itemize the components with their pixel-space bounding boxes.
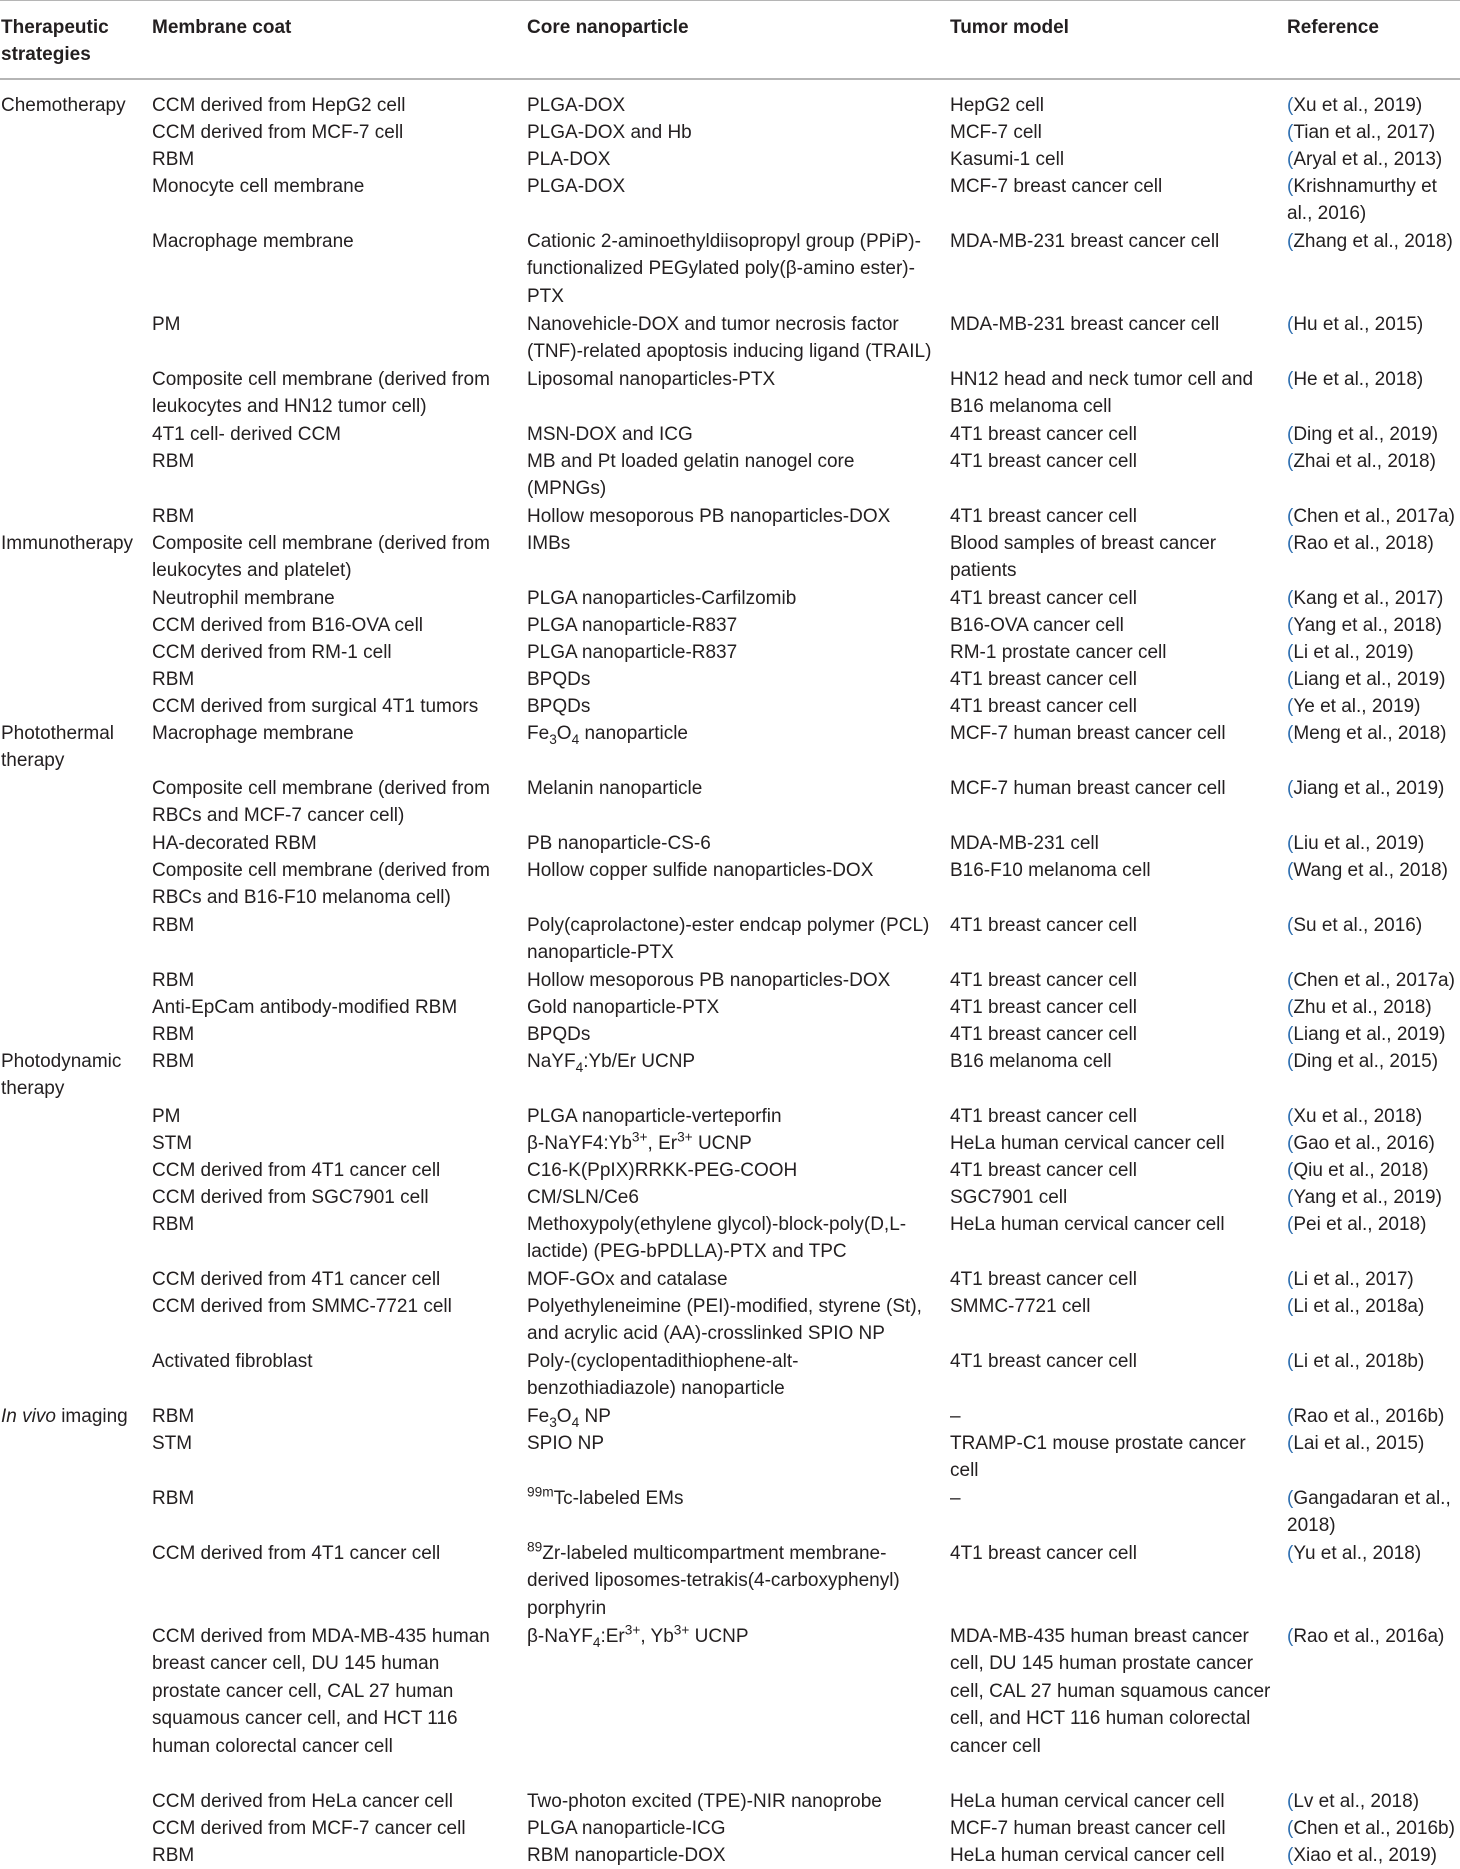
ref-open-paren: ( bbox=[1287, 1269, 1294, 1290]
ref-close-paren: ) bbox=[1417, 1351, 1425, 1372]
reference-link[interactable]: Rao et al., 2016a bbox=[1293, 1626, 1439, 1647]
ref-open-paren: ( bbox=[1287, 369, 1294, 390]
table-cell-membrane: RBM bbox=[152, 1214, 195, 1235]
table-cell-ref bbox=[1287, 912, 1459, 939]
reference-link[interactable]: Tian et al., 2017 bbox=[1293, 122, 1429, 143]
ref-close-paren: ) bbox=[1429, 451, 1436, 472]
table-cell-tumor: 4T1 breast cancer cell bbox=[950, 1106, 1137, 1127]
table-cell-ref bbox=[1287, 1048, 1459, 1075]
table-cell-tumor: MDA-MB-231 breast cancer cell bbox=[950, 231, 1220, 252]
table-cell-ref bbox=[1287, 720, 1459, 747]
reference-link[interactable]: Aryal et al., 2013 bbox=[1293, 149, 1436, 170]
ref-open-paren: ( bbox=[1287, 1160, 1294, 1181]
reference-link[interactable]: Lai et al., 2015 bbox=[1293, 1433, 1418, 1454]
table-cell-tumor: 4T1 breast cancer cell bbox=[950, 696, 1137, 717]
table-top-rule bbox=[0, 0, 1460, 1]
ref-open-paren: ( bbox=[1287, 122, 1294, 143]
table-cell-tumor: MCF-7 human breast cancer cell bbox=[950, 723, 1226, 744]
table-cell-membrane: Neutrophil membrane bbox=[152, 588, 335, 609]
reference-link[interactable]: Liu et al., 2019 bbox=[1293, 833, 1418, 854]
ref-close-paren: ) bbox=[1439, 1024, 1446, 1045]
table-cell-membrane: RBM bbox=[152, 1845, 195, 1866]
ref-close-paren: ) bbox=[1417, 833, 1425, 854]
ref-open-paren: ( bbox=[1287, 1818, 1294, 1839]
ref-open-paren: ( bbox=[1287, 615, 1294, 636]
ref-close-paren: ) bbox=[1428, 122, 1436, 143]
ref-close-paren: ) bbox=[1414, 1543, 1422, 1564]
ref-close-paren: ) bbox=[1359, 203, 1367, 225]
table-cell-membrane: CCM derived from B16-OVA cell bbox=[152, 615, 424, 636]
ref-close-paren: ) bbox=[1430, 1845, 1437, 1866]
table-cell-membrane: CCM derived from SGC7901 cell bbox=[152, 1187, 429, 1208]
table-cell-ref bbox=[1287, 1021, 1459, 1048]
reference-link[interactable]: Jiang et al., 2019 bbox=[1293, 778, 1439, 799]
ref-close-paren: ) bbox=[1427, 533, 1434, 554]
table-cell-ref bbox=[1287, 1348, 1459, 1375]
table-cell-core: Methoxypoly(ethylene glycol)-block-poly(D,L-lactide) (PEG-bPDLLA)-PTX and TPC bbox=[527, 1214, 907, 1263]
table-cell-core: Hollow mesoporous PB nanoparticles-DOX bbox=[527, 506, 891, 527]
table-cell-tumor: 4T1 breast cancer cell bbox=[950, 915, 1137, 936]
ref-open-paren: ( bbox=[1287, 1106, 1294, 1127]
table-cell-ref bbox=[1287, 1430, 1459, 1457]
table-cell-membrane: RBM bbox=[152, 669, 195, 690]
ref-close-paren: ) bbox=[1438, 1406, 1445, 1427]
ref-open-paren: ( bbox=[1287, 1214, 1294, 1235]
reference-link[interactable]: Pei et al., 2018 bbox=[1293, 1214, 1421, 1235]
table-cell-core: $Fe_3O_4$ NP bbox=[527, 1406, 611, 1430]
reference-link[interactable]: Chen et al., 2017a bbox=[1293, 506, 1449, 527]
ref-close-paren: ) bbox=[1435, 615, 1442, 636]
table-cell-core: $Fe_3O_4$ nanoparticle bbox=[527, 723, 688, 747]
table-cell-core: PLGA nanoparticle-verteporfin bbox=[527, 1106, 782, 1127]
ref-close-paren: ) bbox=[1422, 1160, 1429, 1181]
table-cell-tumor: 4T1 breast cancer cell bbox=[950, 1543, 1137, 1564]
table-cell-tumor: 4T1 breast cancer cell bbox=[950, 1024, 1137, 1045]
reference-link[interactable]: He et al., 2018 bbox=[1293, 369, 1417, 390]
header-membrane-coat: Membrane coat bbox=[152, 17, 292, 38]
table-cell-core: Nanovehicle-DOX and tumor necrosis factor (TNF)-related apoptosis inducing ligand (TRAIL) bbox=[527, 314, 932, 363]
header-therapeutic-strategies: Therapeutic strategies bbox=[1, 17, 109, 65]
ref-close-paren: ) bbox=[1416, 369, 1424, 390]
table-cell-membrane: RBM bbox=[152, 1051, 195, 1072]
reference-link[interactable]: Li et al., 2018b bbox=[1293, 1351, 1418, 1372]
table-cell-ref bbox=[1287, 421, 1459, 448]
table-cell-core: PLA-DOX bbox=[527, 149, 611, 170]
table-cell-ref bbox=[1287, 1540, 1459, 1567]
ref-open-paren: ( bbox=[1287, 314, 1294, 335]
ref-open-paren: ( bbox=[1287, 506, 1294, 527]
reference-link[interactable]: Zhang et al., 2018 bbox=[1293, 231, 1447, 252]
table-cell-core: PLGA nanoparticle-ICG bbox=[527, 1818, 726, 1839]
table-cell-ref bbox=[1287, 1211, 1459, 1238]
ref-open-paren: ( bbox=[1287, 231, 1294, 252]
reference-link[interactable]: Gangadaran et al., 2018 bbox=[1287, 1488, 1451, 1537]
ref-close-paren: ) bbox=[1441, 860, 1448, 881]
table-cell-core: C16-K(PpIX)RRKK-PEG-COOH bbox=[527, 1160, 798, 1181]
table-cell-membrane: Composite cell membrane (derived from leukocytes and HN12 tumor cell) bbox=[152, 369, 490, 418]
ref-close-paren: ) bbox=[1415, 1106, 1423, 1127]
reference-link[interactable]: Gao et al., 2016 bbox=[1293, 1133, 1429, 1154]
ref-close-paren: ) bbox=[1435, 149, 1443, 170]
table-cell-ref bbox=[1287, 585, 1459, 612]
table-cell-core: $\beta-NaYF_4:Er^{3+}$, $Yb^{3+}$ UCNP bbox=[527, 1622, 749, 1650]
table-cell-membrane: Anti-EpCam antibody-modified RBM bbox=[152, 997, 458, 1018]
table-cell-membrane: Composite cell membrane (derived from RBCs and B16-F10 melanoma cell) bbox=[152, 860, 490, 909]
reference-link[interactable]: Li et al., 2017 bbox=[1293, 1269, 1408, 1290]
table-cell-tumor: Kasumi-1 cell bbox=[950, 149, 1065, 170]
ref-open-paren: ( bbox=[1287, 424, 1294, 445]
table-cell-strategy: Photothermal therapy bbox=[1, 723, 115, 772]
ref-close-paren: ) bbox=[1448, 506, 1455, 527]
table-cell-membrane: Composite cell membrane (derived from RBCs and MCF-7 cancer cell) bbox=[152, 778, 490, 827]
table-cell-tumor: MCF-7 cell bbox=[950, 122, 1042, 143]
ref-close-paren: ) bbox=[1412, 1791, 1420, 1812]
table-cell-membrane: Activated fibroblast bbox=[152, 1351, 313, 1372]
ref-close-paren: ) bbox=[1446, 231, 1453, 252]
table-cell-membrane: PM bbox=[152, 1106, 181, 1127]
ref-open-paren: ( bbox=[1287, 833, 1294, 854]
table-cell-membrane: RBM bbox=[152, 915, 195, 936]
reference-link[interactable]: Zhai et al., 2018 bbox=[1293, 451, 1430, 472]
table-cell-membrane: RBM bbox=[152, 1406, 195, 1427]
table-cell-tumor: TRAMP-C1 mouse prostate cancer cell bbox=[950, 1433, 1246, 1482]
table-cell-core: $^{89}$Zr-labeled multicompartment membrane-derived liposomes-tetrakis(4-carboxyphenyl) porphyrin bbox=[527, 1539, 900, 1619]
table-cell-membrane: CCM derived from MDA-MB-435 human breast cancer cell, DU 145 human prostate cancer cell, CAL 27 human squamous cancer cell, and HCT 116 human colorectal cancer cell bbox=[152, 1626, 490, 1757]
ref-close-paren: ) bbox=[1431, 424, 1439, 445]
table-cell-core: CM/SLN/Ce6 bbox=[527, 1187, 639, 1208]
ref-open-paren: ( bbox=[1287, 1488, 1294, 1509]
reference-link[interactable]: Qiu et al., 2018 bbox=[1293, 1160, 1423, 1181]
header-bottom-rule bbox=[0, 78, 1460, 80]
reference-link[interactable]: Yu et al., 2018 bbox=[1293, 1543, 1415, 1564]
ref-close-paren: ) bbox=[1440, 723, 1447, 744]
table-cell-membrane: CCM derived from 4T1 cancer cell bbox=[152, 1269, 441, 1290]
table-cell-membrane: CCM derived from HepG2 cell bbox=[152, 95, 406, 116]
table-cell-tumor: 4T1 breast cancer cell bbox=[950, 424, 1137, 445]
table-cell-tumor: – bbox=[950, 1406, 961, 1427]
ref-open-paren: ( bbox=[1287, 1051, 1294, 1072]
ref-close-paren: ) bbox=[1407, 1269, 1414, 1290]
table-cell-tumor: MCF-7 breast cancer cell bbox=[950, 176, 1163, 197]
table-cell-core: BPQDs bbox=[527, 1024, 591, 1045]
table-cell-tumor: 4T1 breast cancer cell bbox=[950, 1351, 1137, 1372]
table-cell-core: $\beta-NaYF4:Yb^{3+}$, $Er^{3+}$ UCNP bbox=[527, 1129, 752, 1154]
ref-open-paren: ( bbox=[1287, 1845, 1294, 1866]
ref-close-paren: ) bbox=[1407, 642, 1414, 663]
table-cell-core: Hollow mesoporous PB nanoparticles-DOX bbox=[527, 970, 891, 991]
table-cell-tumor: HeLa human cervical cancer cell bbox=[950, 1791, 1225, 1812]
table-cell-ref bbox=[1287, 1623, 1459, 1650]
table-cell-core: MSN-DOX and ICG bbox=[527, 424, 693, 445]
ref-open-paren: ( bbox=[1287, 669, 1294, 690]
table-cell-ref bbox=[1287, 857, 1459, 884]
reference-link[interactable]: Wang et al., 2018 bbox=[1293, 860, 1442, 881]
table-cell-ref bbox=[1287, 693, 1459, 720]
table-cell-tumor: 4T1 breast cancer cell bbox=[950, 669, 1137, 690]
ref-close-paren: ) bbox=[1435, 1187, 1442, 1208]
table-cell-membrane: RBM bbox=[152, 506, 195, 527]
ref-close-paren: ) bbox=[1329, 1515, 1336, 1537]
table-cell-ref bbox=[1287, 1788, 1459, 1815]
table-cell-ref bbox=[1287, 173, 1459, 228]
ref-open-paren: ( bbox=[1287, 642, 1294, 663]
ref-open-paren: ( bbox=[1287, 1133, 1294, 1154]
table-cell-tumor: SMMC-7721 cell bbox=[950, 1296, 1091, 1317]
table-cell-core: Liposomal nanoparticles-PTX bbox=[527, 369, 776, 390]
table-cell-membrane: CCM derived from HeLa cancer cell bbox=[152, 1791, 453, 1812]
reference-link[interactable]: Chen et al., 2016b bbox=[1293, 1818, 1449, 1839]
table-cell-tumor: B16-F10 melanoma cell bbox=[950, 860, 1151, 881]
table-cell-core: $^{99m}$Tc-labeled EMs bbox=[527, 1484, 684, 1509]
table-cell-tumor: 4T1 breast cancer cell bbox=[950, 451, 1137, 472]
table-cell-membrane: RBM bbox=[152, 149, 195, 170]
ref-open-paren: ( bbox=[1287, 1351, 1294, 1372]
reference-link[interactable]: Kang et al., 2017 bbox=[1293, 588, 1437, 609]
header-tumor-model: Tumor model bbox=[950, 17, 1069, 38]
table-cell-ref bbox=[1287, 228, 1459, 255]
table-cell-ref bbox=[1287, 1184, 1459, 1211]
table-cell-membrane: STM bbox=[152, 1433, 193, 1454]
ref-open-paren: ( bbox=[1287, 1433, 1294, 1454]
table-cell-ref bbox=[1287, 666, 1459, 693]
ref-open-paren: ( bbox=[1287, 1296, 1294, 1317]
table-cell-tumor: 4T1 breast cancer cell bbox=[950, 506, 1137, 527]
reference-link[interactable]: Liang et al., 2019 bbox=[1293, 1024, 1440, 1045]
reference-link[interactable]: Rao et al., 2016b bbox=[1293, 1406, 1439, 1427]
table-cell-membrane: CCM derived from surgical 4T1 tumors bbox=[152, 696, 479, 717]
ref-close-paren: ) bbox=[1438, 1626, 1445, 1647]
table-cell-core: PLGA nanoparticle-R837 bbox=[527, 642, 738, 663]
table-cell-membrane: CCM derived from MCF-7 cancer cell bbox=[152, 1818, 466, 1839]
table-cell-membrane: 4T1 cell- derived CCM bbox=[152, 424, 341, 445]
table-cell-strategy: Chemotherapy bbox=[1, 95, 126, 116]
header-reference: Reference bbox=[1287, 17, 1379, 38]
table-cell-tumor: MDA-MB-231 breast cancer cell bbox=[950, 314, 1220, 335]
reference-link[interactable]: Li et al., 2019 bbox=[1293, 642, 1408, 663]
table-cell-ref bbox=[1287, 1157, 1459, 1184]
ref-open-paren: ( bbox=[1287, 451, 1294, 472]
table-cell-ref bbox=[1287, 530, 1459, 557]
reference-link[interactable]: Lv et al., 2018 bbox=[1293, 1791, 1413, 1812]
table-cell-ref bbox=[1287, 1842, 1459, 1869]
reference-link[interactable]: Yang et al., 2018 bbox=[1293, 615, 1436, 636]
reference-link[interactable]: Krishnamurthy et al., 2016 bbox=[1287, 176, 1437, 225]
table-cell-ref bbox=[1287, 612, 1459, 639]
reference-link[interactable]: Chen et al., 2017a bbox=[1293, 970, 1449, 991]
table-cell-ref bbox=[1287, 967, 1459, 994]
ref-close-paren: ) bbox=[1420, 1214, 1427, 1235]
table-cell-core: Poly-(cyclopentadithiophene-alt-benzothiadiazole) nanoparticle bbox=[527, 1351, 799, 1400]
table-cell-tumor: 4T1 breast cancer cell bbox=[950, 588, 1137, 609]
table-cell-ref bbox=[1287, 503, 1459, 530]
table-cell-tumor: MDA-MB-435 human breast cancer cell, DU 145 human prostate cancer cell, CAL 27 human squamous cancer cell, and HCT 116 human colorectal cancer cell bbox=[950, 1626, 1271, 1757]
table-cell-core: PLGA nanoparticle-R837 bbox=[527, 615, 738, 636]
ref-open-paren: ( bbox=[1287, 723, 1294, 744]
table-cell-membrane: CCM derived from SMMC-7721 cell bbox=[152, 1296, 452, 1317]
ref-open-paren: ( bbox=[1287, 1791, 1294, 1812]
table-cell-core: Gold nanoparticle-PTX bbox=[527, 997, 720, 1018]
ref-open-paren: ( bbox=[1287, 95, 1294, 116]
table-cell-ref bbox=[1287, 366, 1459, 393]
ref-open-paren: ( bbox=[1287, 915, 1294, 936]
table-cell-membrane: RBM bbox=[152, 1488, 195, 1509]
reference-link[interactable]: Xu et al., 2018 bbox=[1293, 1106, 1416, 1127]
table-cell-core: PB nanoparticle-CS-6 bbox=[527, 833, 711, 854]
table-cell-tumor: Blood samples of breast cancer patients bbox=[950, 533, 1217, 582]
table-cell-ref bbox=[1287, 1403, 1459, 1430]
ref-open-paren: ( bbox=[1287, 533, 1294, 554]
table-cell-ref bbox=[1287, 1266, 1459, 1293]
table-cell-membrane: RBM bbox=[152, 451, 195, 472]
table-cell-tumor: MDA-MB-231 cell bbox=[950, 833, 1099, 854]
reference-link[interactable]: Ding et al., 2015 bbox=[1293, 1051, 1432, 1072]
table-cell-membrane: RBM bbox=[152, 1024, 195, 1045]
ref-open-paren: ( bbox=[1287, 149, 1294, 170]
table-cell-tumor: B16-OVA cancer cell bbox=[950, 615, 1124, 636]
reference-link[interactable]: Yang et al., 2019 bbox=[1293, 1187, 1436, 1208]
ref-close-paren: ) bbox=[1416, 314, 1424, 335]
ref-open-paren: ( bbox=[1287, 696, 1294, 717]
ref-close-paren: ) bbox=[1431, 1051, 1439, 1072]
table-cell-tumor: 4T1 breast cancer cell bbox=[950, 997, 1137, 1018]
table-cell-core: MOF-GOx and catalase bbox=[527, 1269, 728, 1290]
reference-link[interactable]: Xu et al., 2019 bbox=[1293, 95, 1416, 116]
table-cell-tumor: – bbox=[950, 1488, 961, 1509]
reference-link[interactable]: Zhu et al., 2018 bbox=[1293, 997, 1426, 1018]
ref-close-paren: ) bbox=[1415, 95, 1423, 116]
table-cell-membrane: STM bbox=[152, 1133, 193, 1154]
table-cell-core: Poly(caprolactone)-ester endcap polymer (PCL) nanoparticle-PTX bbox=[527, 915, 930, 964]
ref-open-paren: ( bbox=[1287, 588, 1294, 609]
table-cell-ref bbox=[1287, 119, 1459, 146]
table-cell-tumor: HepG2 cell bbox=[950, 95, 1044, 116]
table-cell-membrane: CCM derived from 4T1 cancer cell bbox=[152, 1543, 441, 1564]
table-cell-core: RBM nanoparticle-DOX bbox=[527, 1845, 726, 1866]
table-cell-tumor: HeLa human cervical cancer cell bbox=[950, 1845, 1225, 1866]
table-cell-core: IMBs bbox=[527, 533, 571, 554]
table-cell-ref bbox=[1287, 92, 1459, 119]
table-cell-ref bbox=[1287, 830, 1459, 857]
ref-open-paren: ( bbox=[1287, 860, 1294, 881]
ref-close-paren: ) bbox=[1437, 588, 1444, 609]
table-cell-membrane: Composite cell membrane (derived from leukocytes and platelet) bbox=[152, 533, 490, 582]
table-cell-ref bbox=[1287, 146, 1459, 173]
table-cell-ref bbox=[1287, 775, 1459, 802]
table-cell-ref bbox=[1287, 1485, 1459, 1540]
ref-close-paren: ) bbox=[1428, 1133, 1435, 1154]
ref-open-paren: ( bbox=[1287, 1024, 1294, 1045]
reference-link[interactable]: Li et al., 2018a bbox=[1293, 1296, 1418, 1317]
reference-link[interactable]: Xiao et al., 2019 bbox=[1293, 1845, 1431, 1866]
table-cell-ref bbox=[1287, 1293, 1459, 1320]
ref-close-paren: ) bbox=[1415, 915, 1423, 936]
table-cell-ref bbox=[1287, 448, 1459, 475]
table-cell-ref bbox=[1287, 1103, 1459, 1130]
ref-open-paren: ( bbox=[1287, 1406, 1294, 1427]
table-cell-tumor: RM-1 prostate cancer cell bbox=[950, 642, 1167, 663]
table-cell-core: BPQDs bbox=[527, 669, 591, 690]
reference-link[interactable]: Liang et al., 2019 bbox=[1293, 669, 1440, 690]
reference-link[interactable]: Su et al., 2016 bbox=[1293, 915, 1416, 936]
table-cell-tumor: SGC7901 cell bbox=[950, 1187, 1068, 1208]
table-cell-core: PLGA-DOX and Hb bbox=[527, 122, 692, 143]
reference-link[interactable]: Rao et al., 2018 bbox=[1293, 533, 1428, 554]
table-cell-membrane: HA-decorated RBM bbox=[152, 833, 317, 854]
table-cell-ref bbox=[1287, 994, 1459, 1021]
ref-close-paren: ) bbox=[1417, 1433, 1425, 1454]
ref-close-paren: ) bbox=[1414, 696, 1421, 717]
ref-open-paren: ( bbox=[1287, 997, 1294, 1018]
table-cell-strategy: Photodynamic therapy bbox=[1, 1051, 122, 1100]
ref-open-paren: ( bbox=[1287, 176, 1294, 197]
table-cell-membrane: CCM derived from 4T1 cancer cell bbox=[152, 1160, 441, 1181]
header-core-nanoparticle: Core nanoparticle bbox=[527, 17, 689, 38]
ref-close-paren: ) bbox=[1439, 669, 1446, 690]
table-cell-core: BPQDs bbox=[527, 696, 591, 717]
table-cell-membrane: Monocyte cell membrane bbox=[152, 176, 365, 197]
table-cell-core: Cationic 2-aminoethyldiisopropyl group (PPiP)-functionalized PEGylated poly(β-amino ester)-PTX bbox=[527, 231, 921, 307]
ref-open-paren: ( bbox=[1287, 1543, 1294, 1564]
reference-link[interactable]: Ding et al., 2019 bbox=[1293, 424, 1432, 445]
table-cell-ref bbox=[1287, 311, 1459, 338]
table-cell-ref bbox=[1287, 1815, 1459, 1842]
ref-close-paren: ) bbox=[1417, 1296, 1425, 1317]
table-cell-core: PLGA-DOX bbox=[527, 176, 626, 197]
table-cell-core: PLGA-DOX bbox=[527, 95, 626, 116]
table-cell-tumor: 4T1 breast cancer cell bbox=[950, 970, 1137, 991]
table-cell-tumor: HN12 head and neck tumor cell and B16 melanoma cell bbox=[950, 369, 1254, 418]
table-cell-membrane: CCM derived from MCF-7 cell bbox=[152, 122, 404, 143]
table-cell-tumor: B16 melanoma cell bbox=[950, 1051, 1112, 1072]
reference-link[interactable]: Hu et al., 2015 bbox=[1293, 314, 1417, 335]
table-cell-membrane: RBM bbox=[152, 970, 195, 991]
ref-open-paren: ( bbox=[1287, 1187, 1294, 1208]
table-cell-core: Polyethyleneimine (PEI)-modified, styrene (St), and acrylic acid (AA)-crosslinked SPIO NP bbox=[527, 1296, 922, 1345]
table-cell-core: Two-photon excited (TPE)-NIR nanoprobe bbox=[527, 1791, 882, 1812]
table-cell-tumor: MCF-7 human breast cancer cell bbox=[950, 778, 1226, 799]
table-cell-ref bbox=[1287, 639, 1459, 666]
table-cell-strategy: In vivo imaging bbox=[1, 1406, 128, 1427]
table-cell-membrane: CCM derived from RM-1 cell bbox=[152, 642, 392, 663]
ref-open-paren: ( bbox=[1287, 778, 1294, 799]
table-cell-core: MB and Pt loaded gelatin nanogel core (MPNGs) bbox=[527, 451, 855, 500]
ref-close-paren: ) bbox=[1448, 1818, 1455, 1839]
table-cell-tumor: 4T1 breast cancer cell bbox=[950, 1269, 1137, 1290]
table-cell-ref bbox=[1287, 1130, 1459, 1157]
reference-link[interactable]: Ye et al., 2019 bbox=[1293, 696, 1415, 717]
table-cell-membrane: PM bbox=[152, 314, 181, 335]
table-cell-core: PLGA nanoparticles-Carfilzomib bbox=[527, 588, 797, 609]
table-cell-core: SPIO NP bbox=[527, 1433, 605, 1454]
ref-close-paren: ) bbox=[1438, 778, 1445, 799]
table-cell-core: Hollow copper sulfide nanoparticles-DOX bbox=[527, 860, 874, 881]
ref-open-paren: ( bbox=[1287, 970, 1294, 991]
table-cell-tumor: HeLa human cervical cancer cell bbox=[950, 1214, 1225, 1235]
ref-open-paren: ( bbox=[1287, 1626, 1294, 1647]
reference-link[interactable]: Meng et al., 2018 bbox=[1293, 723, 1441, 744]
ref-close-paren: ) bbox=[1425, 997, 1432, 1018]
table-cell-core: NaYF$_4$:Yb/Er UCNP bbox=[527, 1051, 696, 1075]
table-cell-membrane: Macrophage membrane bbox=[152, 723, 354, 744]
ref-close-paren: ) bbox=[1448, 970, 1455, 991]
table-cell-core: Melanin nanoparticle bbox=[527, 778, 703, 799]
table-cell-tumor: HeLa human cervical cancer cell bbox=[950, 1133, 1225, 1154]
table-cell-tumor: MCF-7 human breast cancer cell bbox=[950, 1818, 1226, 1839]
table-cell-tumor: 4T1 breast cancer cell bbox=[950, 1160, 1137, 1181]
table-cell-membrane: Macrophage membrane bbox=[152, 231, 354, 252]
table-cell-strategy: Immunotherapy bbox=[1, 533, 134, 554]
